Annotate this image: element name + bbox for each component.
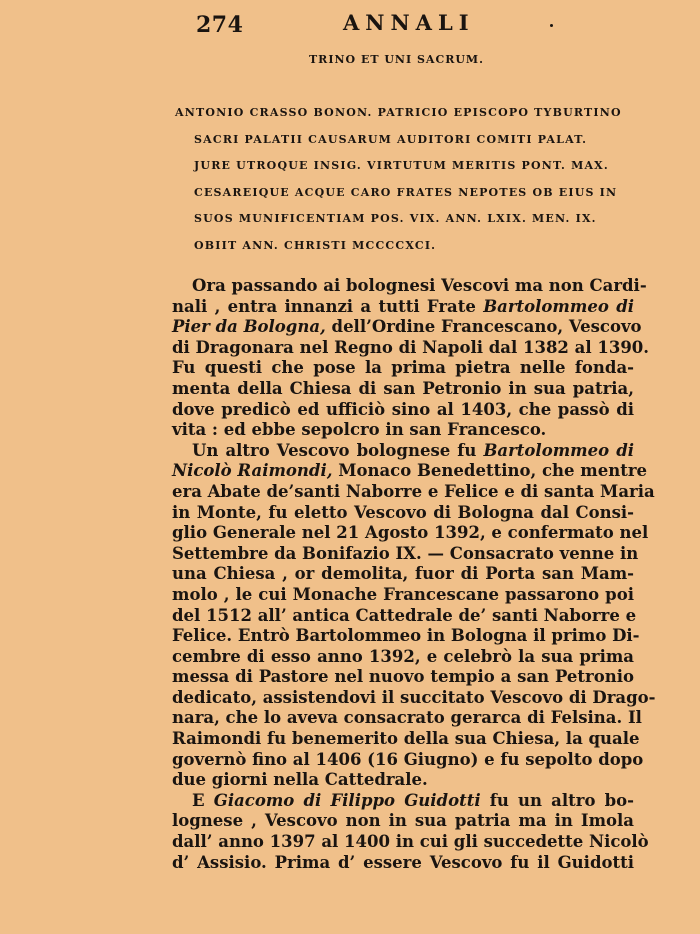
text-run: due giorni nella Cattedrale. [172, 770, 428, 790]
text-line [172, 400, 634, 421]
text-run: dedicato, assistendovi il succitato Vescovo di Drago- [172, 687, 656, 707]
text-run: era Abate de’santi Naborre e Felice e di santa Maria [172, 481, 655, 501]
text-run: in Monte, fu eletto Vescovo di Bologna dal Consi- [172, 502, 634, 522]
text-run: molo , le cui Monache Francescane passarono poi [172, 584, 634, 604]
text-run: nali , entra innanzi a tutti Frate [172, 296, 484, 316]
text-line [172, 358, 634, 379]
text-line [172, 708, 642, 729]
text-run: E [192, 790, 214, 810]
text-run: dell’Ordine Francescano, Vescovo [325, 317, 642, 337]
text-run: Raimondi fu benemerito della sua Chiesa, la quale [172, 729, 640, 749]
text-run: nara, che lo aveva consacrato gerarca di Felsina. Il [172, 708, 642, 728]
text-line [172, 317, 642, 338]
epitaph-line: SACRI PALATII CAUSARUM AUDITORI COMITI PALAT. [194, 132, 588, 146]
text-line [172, 770, 634, 791]
text-line [172, 687, 656, 709]
text-run: del 1512 all’ antica Cattedrale de’ santi Naborre e [172, 605, 637, 625]
text-run: messa di Pastore nel nuovo tempio a san Petronio [172, 667, 634, 687]
italic-name: Bartolommeo di [483, 296, 635, 316]
italic-name: Pier da Bologna, [172, 317, 326, 337]
text-line [172, 667, 634, 688]
text-run: Ora passando ai bolognesi Vescovi ma non Cardi- [192, 276, 647, 295]
text-run: d’ Assisio. Prima d’ essere Vescovo fu il Guidotti [172, 852, 634, 872]
text-line [172, 276, 647, 297]
text-run: Felice. Entrò Bartolommeo in Bologna il primo Di- [172, 626, 640, 646]
text-line [172, 297, 634, 318]
text-run: Settembre da Bonifazio IX. — Consacrato venne in [172, 543, 639, 563]
text-line [172, 749, 644, 771]
text-run: glio Generale nel 21 Agosto 1392, e confermato nel [172, 523, 649, 543]
epitaph-line: ANTONIO CRASSO BONON. PATRICIO EPISCOPO TYBURTINO [175, 106, 622, 119]
italic-name: Bartolommeo di [483, 440, 634, 460]
text-line [172, 832, 649, 853]
text-line [172, 523, 649, 544]
text-run: cembre di esso anno 1392, e celebrò la sua prima [172, 646, 634, 666]
text-run: dall’ anno 1397 al 1400 in cui gli succedette Nicolò [172, 832, 649, 852]
page-number: 274 [196, 12, 244, 38]
italic-name: Giacomo di Filippo Guidotti [213, 790, 481, 810]
text-line [172, 543, 639, 565]
text-line [172, 337, 650, 359]
text-line [172, 811, 634, 832]
text-line [172, 379, 634, 400]
running-title: ANNALI [343, 10, 475, 35]
epitaph-line: JURE UTROQUE INSIG. VIRTUTUM MERITIS PONT. MAX. [194, 159, 609, 172]
text-line [172, 585, 634, 606]
text-line [172, 791, 634, 812]
italic-name: Nicolò Raimondi, [172, 461, 333, 481]
text-line [172, 461, 648, 482]
epitaph-line: OBIIT ANN. CHRISTI MCCCCXCI. [194, 238, 437, 252]
text-line [172, 564, 634, 585]
text-run: di Dragonara nel Regno di Napoli dal 1382 al 1390. [172, 337, 650, 357]
dedication-line: TRINO ET UNI SACRUM. [309, 53, 484, 66]
epitaph-line: SUOS MUNIFICENTIAM POS. VIX. ANN. LXIX. MEN. IX. [194, 212, 597, 225]
epitaph-inscription [175, 100, 640, 259]
text-line [172, 605, 637, 627]
text-line [172, 420, 634, 441]
text-run: dove predicò ed ufficiò sino al 1403, che passò di [172, 399, 634, 419]
text-run: fu un altro bo- [480, 790, 634, 810]
body-text [172, 276, 656, 873]
text-line [172, 481, 655, 503]
text-run: vita : ed ebbe sepolcro in san Francesco. [172, 420, 547, 440]
text-run: menta della Chiesa di san Petronio in sua patria, [172, 378, 634, 398]
text-line [172, 647, 634, 668]
epitaph-line: CESAREIQUE ACQUE CARO FRATES NEPOTES OB EIUS IN [194, 185, 618, 199]
text-run: una Chiesa , or demolita, fuor di Porta san Mam- [172, 564, 634, 584]
text-run: Un altro Vescovo bolognese fu [192, 440, 484, 460]
text-run: lognese , Vescovo non in sua patria ma in Imola [172, 811, 634, 831]
text-line [172, 503, 634, 524]
text-line [172, 626, 640, 647]
text-line [172, 441, 634, 462]
text-run: Fu questi che pose la prima pietra nelle fonda- [172, 358, 634, 378]
text-line [172, 729, 640, 750]
text-run: Monaco Benedettino, che mentre [332, 461, 648, 481]
header-dot [550, 24, 553, 27]
text-line [172, 853, 634, 874]
text-run: governò fino al 1406 (16 Giugno) e fu sepolto dopo [172, 749, 644, 769]
